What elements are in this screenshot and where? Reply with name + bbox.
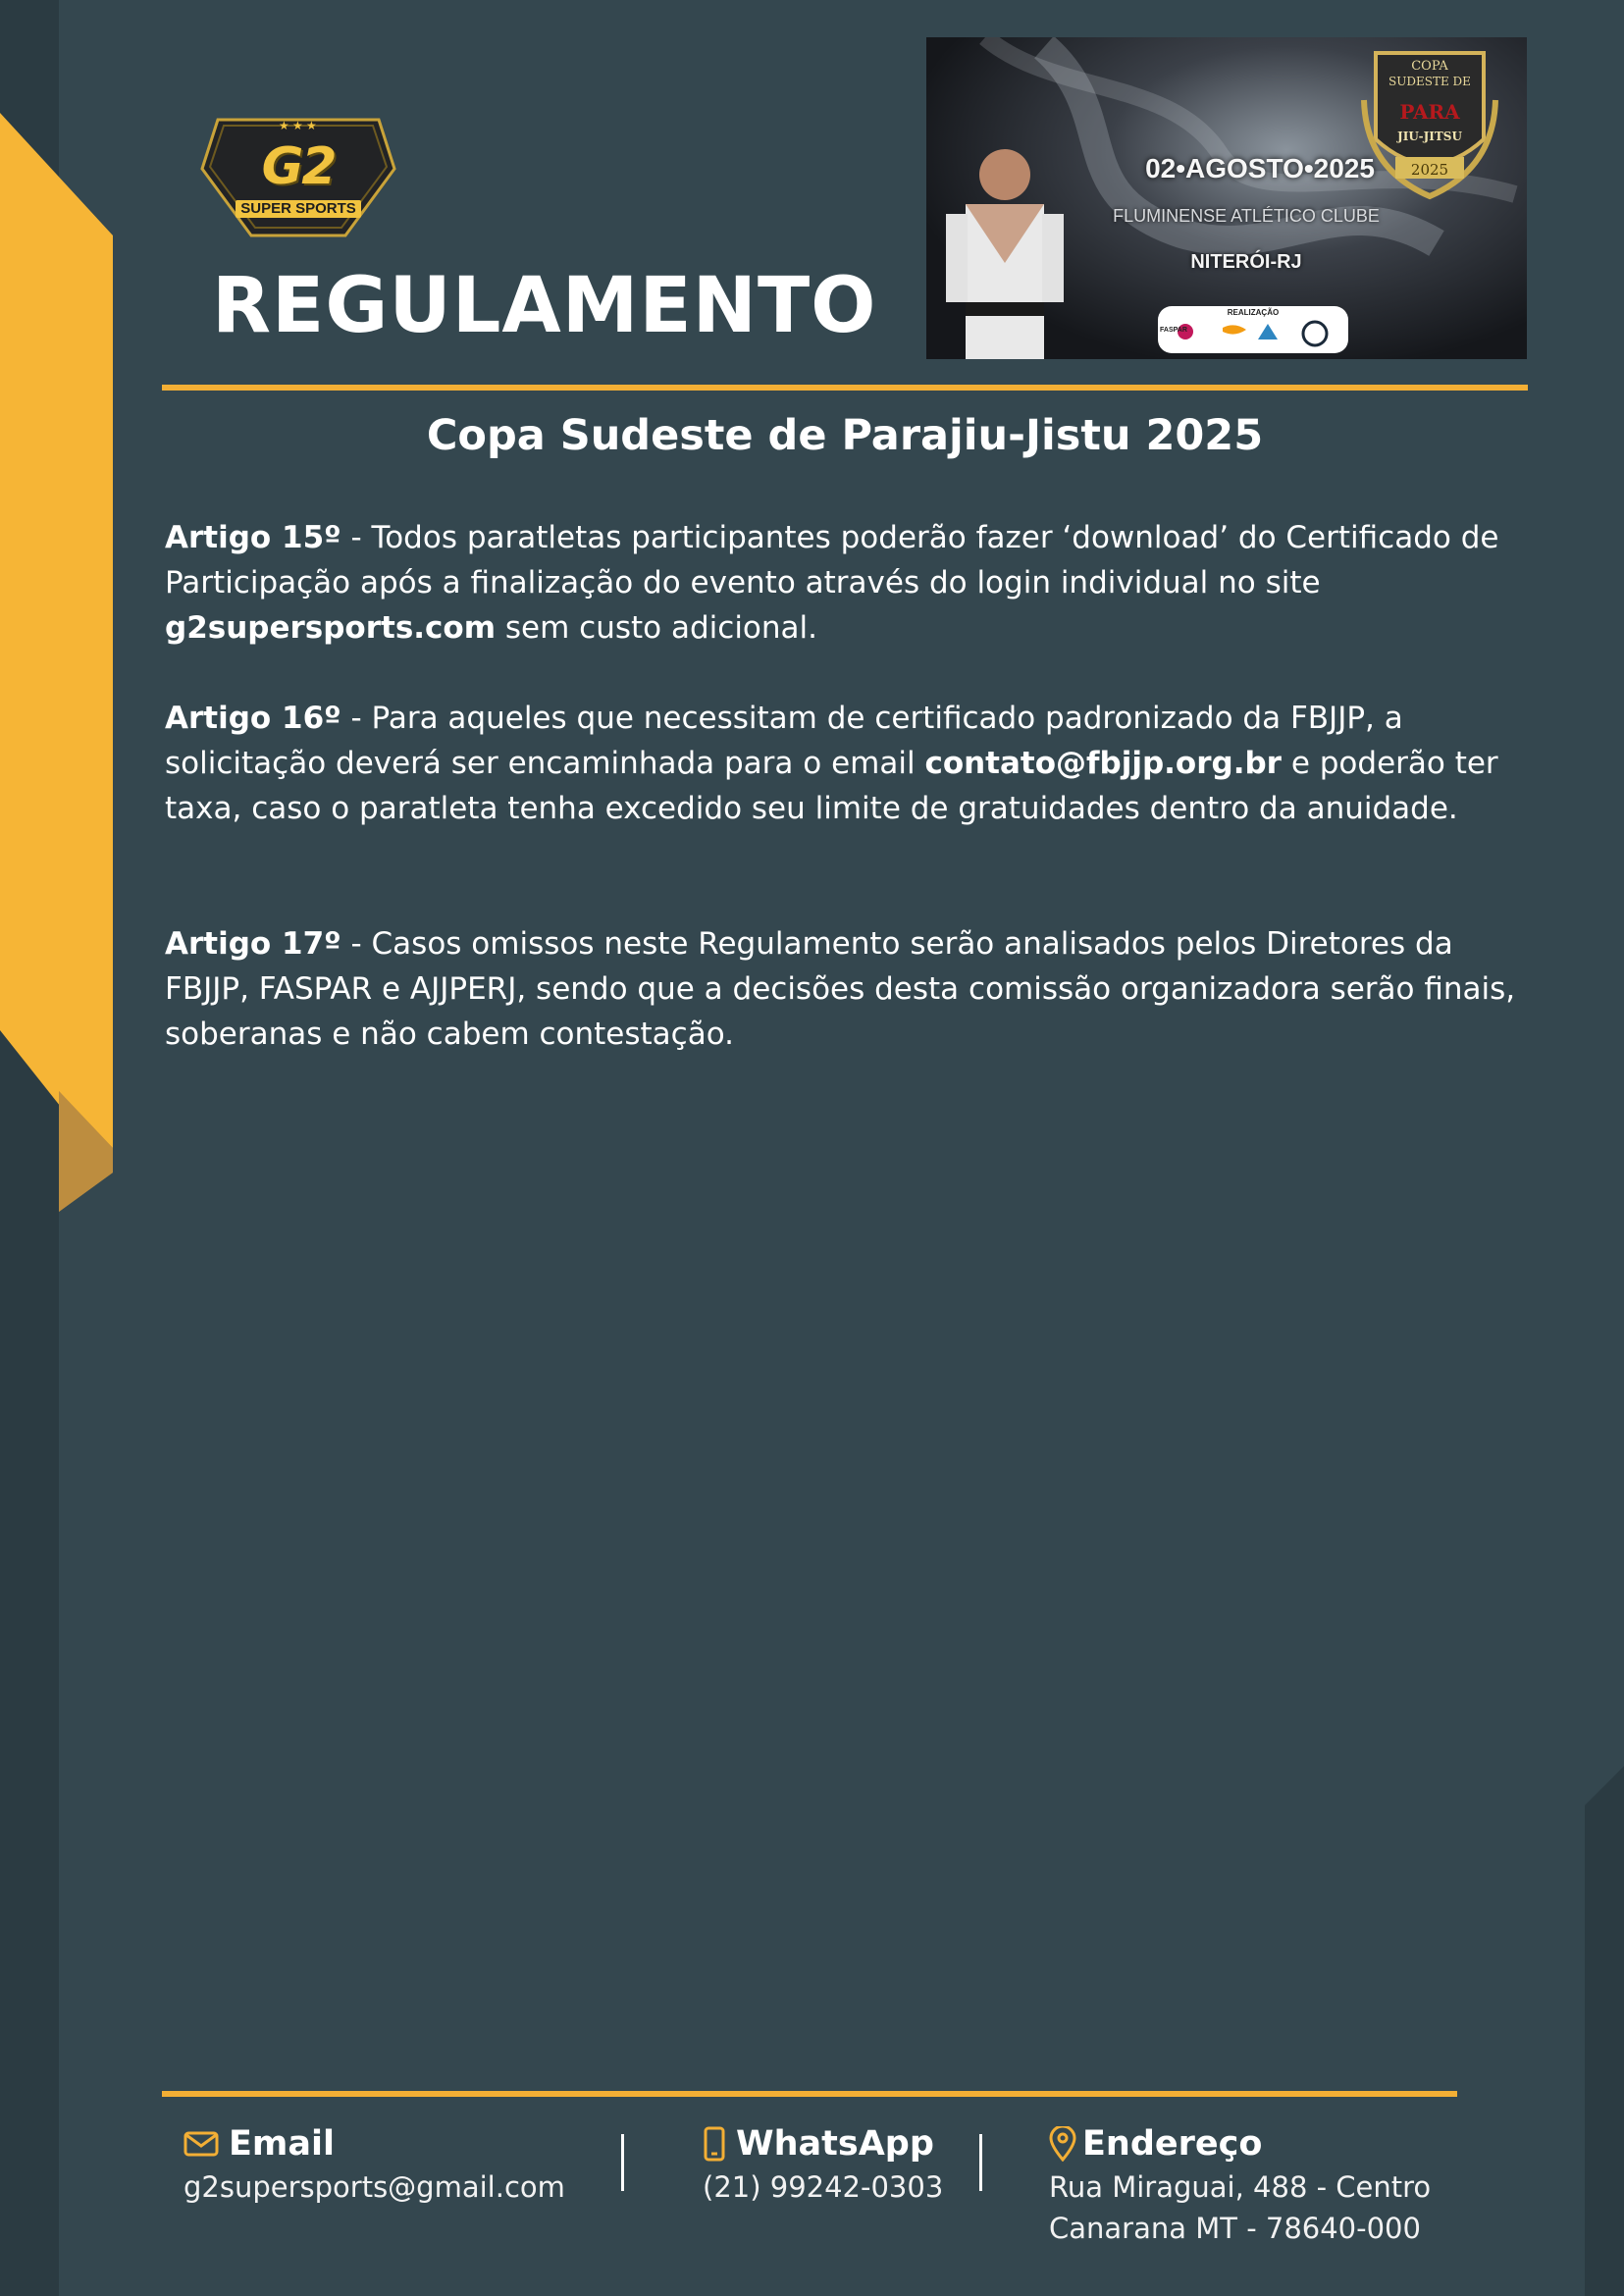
- article-15: [165, 515, 1524, 651]
- site-link: g2supersports.com: [165, 610, 497, 646]
- event-date: 02•AGOSTO•2025: [1145, 153, 1375, 183]
- sponsor-strip: [1158, 306, 1348, 353]
- g2-super-sports-logo: [198, 110, 398, 243]
- article-16-text: - Para aqueles que necessitam de certificado padronizado da FBJJP, a solicitação deverá ser encaminhada para o email: [165, 701, 1403, 781]
- logo-sub-text: SUPER SPORTS: [236, 200, 361, 218]
- mail-icon: [183, 2130, 219, 2158]
- footer-email-value: g2supersports@gmail.com: [183, 2170, 565, 2204]
- svg-text:★: ★: [306, 119, 317, 132]
- event-city: NITERÓI-RJ: [1190, 251, 1302, 273]
- article-16: [165, 696, 1524, 831]
- badge-jiujitsu-text: JIU-JITSU: [1397, 130, 1462, 143]
- event-venue: FLUMINENSE ATLÉTICO CLUBE: [1113, 206, 1380, 226]
- badge-sudeste-text: SUDESTE DE: [1388, 75, 1471, 88]
- svg-text:★: ★: [292, 119, 303, 132]
- article-17: [165, 921, 1524, 1057]
- footer-email-title: Email: [229, 2124, 335, 2164]
- footer-whatsapp-title: WhatsApp: [736, 2124, 934, 2164]
- contact-email: contato@fbjjp.org.br: [924, 746, 1282, 781]
- footer-separator: [621, 2134, 624, 2191]
- footer-divider: [162, 2091, 1457, 2097]
- article-15-label: Artigo 15º: [165, 520, 341, 555]
- badge-year-text: 2025: [1410, 161, 1449, 179]
- footer-address: [1049, 2121, 1431, 2249]
- event-banner: [926, 37, 1527, 359]
- location-pin-icon: [1049, 2126, 1076, 2162]
- footer-address-line1: Rua Miraguai, 488 - Centro: [1049, 2170, 1432, 2204]
- top-divider: [162, 385, 1528, 391]
- article-15-text: - Todos paratletas participantes poderão fazer ‘download’ do Certificado de Participação após a finalização do evento através do login individual no site: [165, 520, 1499, 600]
- sponsor-logos: [1166, 320, 1340, 351]
- document-subtitle: Copa Sudeste de Parajiu-Jistu 2025: [426, 411, 1264, 460]
- phone-icon: [703, 2126, 726, 2162]
- footer-whatsapp-value: (21) 99242-0303: [703, 2170, 944, 2204]
- footer-address-line2: Canarana MT - 78640-000: [1049, 2212, 1421, 2245]
- article-17-text: - Casos omissos neste Regulamento serão analisados pelos Diretores da FBJJP, FASPAR e AJJPERJ, sendo que a decisões desta comissão organizadora serão finais, soberanas e não cabem contestação.: [165, 926, 1516, 1052]
- sponsor-faspar: FASPAR: [1160, 327, 1187, 334]
- article-16-label: Artigo 16º: [165, 701, 341, 736]
- badge-para-text: PARA: [1399, 100, 1460, 124]
- page-title: REGULAMENTO: [212, 262, 877, 350]
- article-17-label: Artigo 17º: [165, 926, 341, 962]
- sponsor-label: REALIZAÇÃO: [1227, 308, 1280, 317]
- badge-copa-text: COPA: [1411, 59, 1448, 74]
- footer-whatsapp: [703, 2121, 943, 2208]
- svg-text:★: ★: [279, 119, 289, 132]
- article-16-text-end: e poderão ter taxa, caso o paratleta tenha excedido seu limite de gratuidades dentro da anuidade.: [165, 746, 1498, 826]
- article-15-text-end: sem custo adicional.: [496, 610, 818, 646]
- athlete-image: [926, 145, 1074, 359]
- footer-email: [183, 2121, 565, 2208]
- footer-separator: [979, 2134, 982, 2191]
- logo-main-text: G2: [261, 137, 336, 196]
- footer-address-title: Endereço: [1082, 2124, 1263, 2164]
